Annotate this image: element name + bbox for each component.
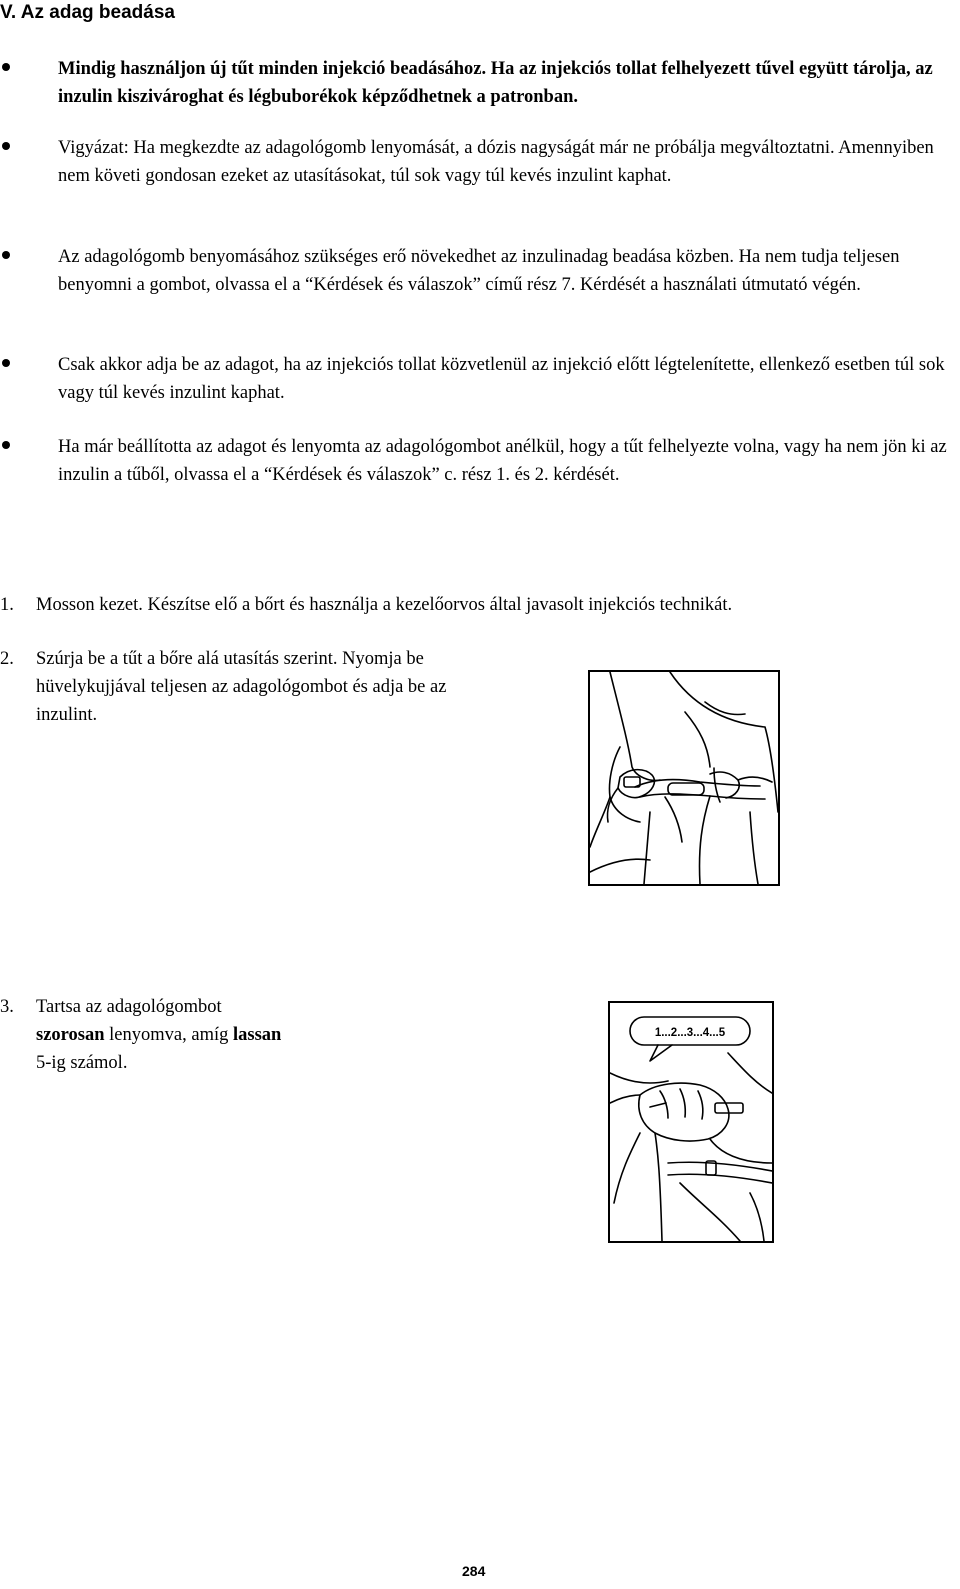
count-bubble-text: 1...2...3...4...5 xyxy=(654,1027,726,1039)
bullet-text: Vigyázat: Ha megkezdte az adagológomb lenyomását, a dózis nagyságát már ne próbálja megváltoztatni. Amennyiben nem követi gondosan ezeket az utasításokat, túl sok vagy túl kevés inzulint kaphat. xyxy=(58,138,934,186)
bullet-text: Az adagológomb benyomásához szükséges erő növekedhet az inzulinadag beadása közben. Ha nem tudja teljesen benyomni a gombot, olvassa el a “Kérdések és válaszok” című rész 7. Kérdését a használati útmutató végén. xyxy=(58,247,900,295)
section-title: V. Az adag beadása xyxy=(0,2,175,23)
bullet-dot xyxy=(2,142,10,150)
step-1 xyxy=(0,591,950,619)
emphasis-text: lassan xyxy=(232,1025,282,1045)
step-number: 2. xyxy=(0,649,14,669)
step-text-line: hüvelykujjával teljesen az adagológombot és adja be az xyxy=(36,677,447,697)
bullet-item xyxy=(0,433,950,489)
step-text-line: Tartsa az adagológombot xyxy=(36,997,222,1017)
bullet-dot xyxy=(2,251,10,259)
page-number: 284 xyxy=(462,1563,486,1579)
bullet-dot xyxy=(2,441,10,449)
step-3 xyxy=(0,993,400,1077)
bullet-text: Csak akkor adja be az adagot, ha az injekciós tollat közvetlenül az injekció előtt légtelenítette, ellenkező esetben túl sok vagy túl kevés inzulint kaphat. xyxy=(58,355,945,403)
step-text-line: lenyomva, amíg xyxy=(104,1025,233,1045)
emphasis-text: szorosan xyxy=(36,1025,105,1045)
step-number: 1. xyxy=(0,595,14,615)
bullet-item xyxy=(0,134,950,190)
bullet-text: Ha már beállította az adagot és lenyomta az adagológombot anélkül, hogy a tűt felhelyezte volna, vagy ha nem jön ki az inzulin a tűből, olvassa el a “Kérdések és válaszok” c. rész 1. és 2. kérdését. xyxy=(58,437,947,485)
step-text: Mosson kezet. Készítse elő a bőrt és használja a kezelőorvos által javasolt injekciós technikát. xyxy=(36,595,733,615)
hold-button-illustration xyxy=(608,1001,774,1243)
bullet-text: Mindig használjon új tűt minden injekció beadásához. Ha az injekciós tollat felhelyezett tűvel együtt tárolja, az inzulin kiszivároghat és légbuborékok képződhetnek a patronban. xyxy=(58,59,933,107)
step-2 xyxy=(0,645,560,729)
bullet-item xyxy=(0,351,950,407)
bullet-item xyxy=(0,243,950,299)
step-text-line: Szúrja be a tűt a bőre alá utasítás szerint. Nyomja be xyxy=(36,649,424,669)
bullet-dot xyxy=(2,63,10,71)
bullet-dot xyxy=(2,359,10,367)
step-text-line: 5-ig számol. xyxy=(36,1053,128,1073)
counting-injection-drawing xyxy=(610,1003,772,1241)
step-text-line: inzulint. xyxy=(36,705,98,725)
step-number: 3. xyxy=(0,997,14,1017)
bullet-item xyxy=(0,55,950,111)
injection-illustration xyxy=(588,670,780,886)
torso-injection-drawing xyxy=(590,672,778,884)
